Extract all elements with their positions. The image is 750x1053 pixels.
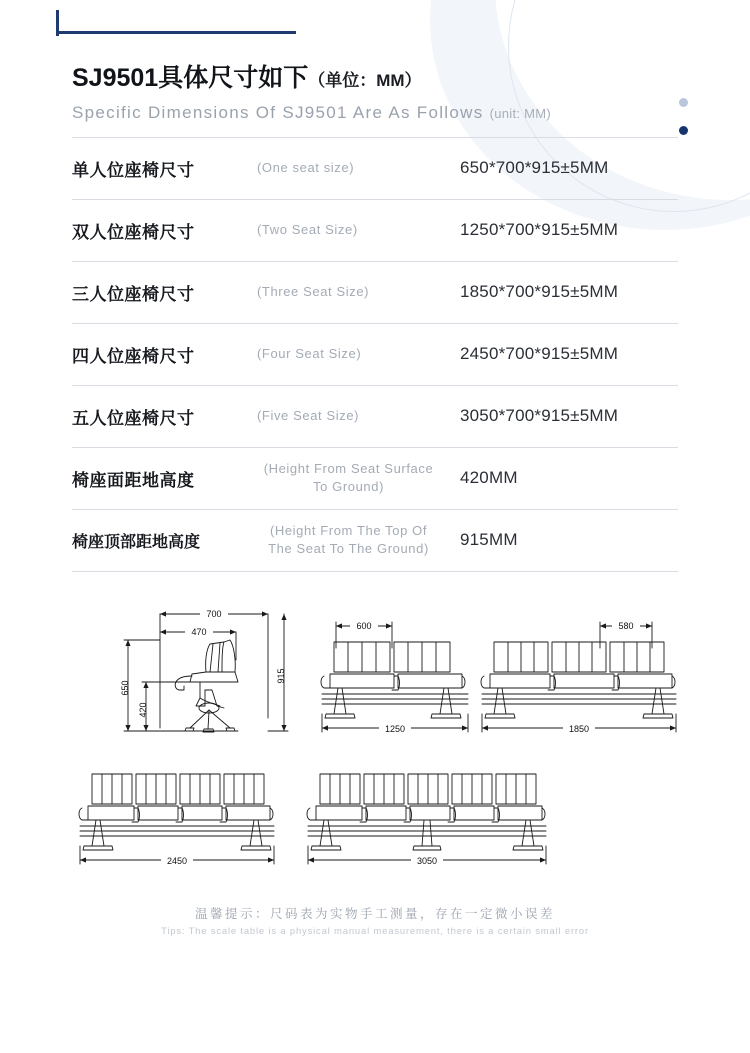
dim-single-seat-depth: 470	[191, 626, 207, 637]
page-title	[72, 62, 678, 95]
dim-three-seat-pitch: 580	[618, 620, 634, 631]
dim-single-seat-height: 420	[138, 701, 148, 718]
footer-note-en: Tips: The scale table is a physical manual measurement, there is a certain small error	[161, 925, 589, 937]
spec-label-cn: 椅座面距地高度	[72, 470, 195, 490]
spec-label-cn: 单人位座椅尺寸	[72, 160, 195, 180]
spec-value: 1250*700*915±5MM	[460, 220, 619, 239]
spec-label-cn: 五人位座椅尺寸	[72, 408, 195, 428]
spec-label-en: (Two Seat Size)	[257, 221, 358, 237]
spec-value: 3050*700*915±5MM	[460, 406, 619, 425]
specification-table	[72, 137, 678, 572]
page-subtitle-en: Specific Dimensions Of SJ9501 Are As Follows	[72, 102, 484, 122]
spec-label-en: (Five Seat Size)	[257, 407, 360, 423]
spec-value: 2450*700*915±5MM	[460, 344, 619, 363]
dim-five-total-width: 3050	[416, 855, 438, 866]
title-block	[72, 0, 678, 123]
table-row	[72, 448, 678, 510]
spec-label-cn: 双人位座椅尺寸	[72, 222, 195, 242]
page-subtitle	[72, 103, 678, 123]
spec-value: 915MM	[460, 530, 518, 549]
drawing-four-seat	[79, 774, 274, 864]
spec-label-en: (Height From Seat Surface To Ground)	[263, 460, 434, 494]
page-title-unit: （单位：MM）	[308, 71, 422, 90]
dim-three-total-width: 1850	[568, 723, 590, 734]
spec-value: 420MM	[460, 468, 518, 487]
footer-note	[72, 904, 678, 937]
spec-label-en: (Four Seat Size)	[257, 345, 362, 361]
technical-drawings	[72, 598, 678, 888]
spec-label-cn: 椅座顶部距地高度	[72, 533, 201, 551]
dim-single-depth: 700	[206, 608, 222, 619]
table-row	[72, 138, 678, 200]
footer-note-cn: 温馨提示：尺码表为实物手工测量，存在一定微小误差	[194, 906, 555, 921]
drawings-svg	[72, 598, 678, 888]
page-title-cn: SJ9501具体尺寸如下	[72, 64, 309, 92]
spec-label-en: (One seat size)	[257, 159, 355, 175]
table-row	[72, 262, 678, 324]
dim-single-back-height: 650	[120, 679, 130, 696]
table-row	[72, 200, 678, 262]
table-row	[72, 386, 678, 448]
page-subtitle-unit: (unit: MM)	[489, 105, 552, 121]
table-row	[72, 510, 678, 572]
drawing-two-seat	[321, 622, 468, 732]
dim-two-seat-pitch: 600	[356, 620, 372, 631]
spec-value: 1850*700*915±5MM	[460, 282, 619, 301]
spec-label-cn: 四人位座椅尺寸	[72, 346, 195, 366]
drawing-five-seat	[307, 774, 546, 864]
spec-label-en: (Height From The Top Of The Seat To The Ground)	[268, 522, 429, 556]
dim-two-total-width: 1250	[384, 723, 406, 734]
drawing-three-seat	[481, 622, 676, 732]
table-row	[72, 324, 678, 386]
dim-four-total-width: 2450	[166, 855, 188, 866]
dim-single-total-height: 915	[276, 667, 286, 684]
spec-label-cn: 三人位座椅尺寸	[72, 284, 195, 304]
spec-value: 650*700*915±5MM	[460, 158, 609, 177]
spec-label-en: (Three Seat Size)	[257, 283, 370, 299]
